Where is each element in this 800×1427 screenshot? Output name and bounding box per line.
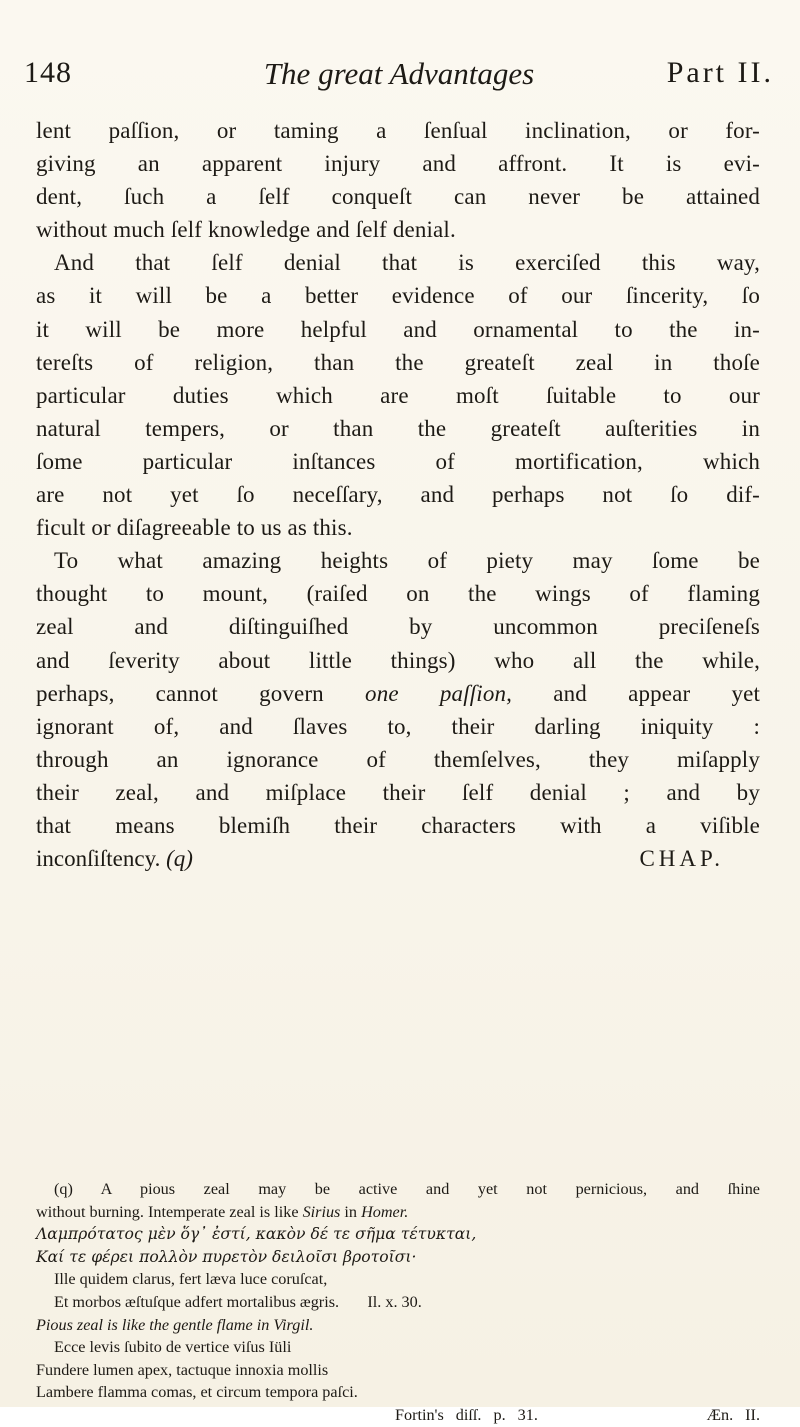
footnote-greek-line: Καί τε φέρει πολλὸν πυρετὸν δειλοῖσι βροτοῖσι·: [36, 1247, 417, 1266]
text-fragment: [36, 842, 193, 875]
text-line: ficult or diſagreeable to us as this.: [36, 515, 353, 541]
text-fragment: and appear yet: [553, 680, 761, 706]
text-line: that means blemiſh their characters with a viſible: [36, 812, 760, 838]
text-line: [36, 677, 760, 710]
footnote-latin-line: Ecce levis ſubito de vertice viſus Iüli: [54, 1338, 292, 1357]
citation: Æn. II.: [706, 1405, 760, 1424]
catchword: CHAP.: [639, 846, 724, 872]
text-fragment: in: [344, 1202, 358, 1221]
text-line: particular duties which are moſt ſuitable to our: [36, 382, 760, 408]
text-line: zeal and diſtinguiſhed by uncommon preciſeneſs: [36, 614, 760, 640]
running-title: The great Advantages: [263, 56, 535, 91]
footnote-line: [36, 1314, 760, 1337]
text-line: lent paſſion, or taming a ſenſual inclination, or for-: [36, 118, 760, 143]
italic-phrase: Homer.: [361, 1202, 409, 1221]
footnote-ref: (q): [166, 846, 193, 872]
text-line: without much ſelf knowledge and ſelf denial.: [36, 217, 456, 243]
footnote-citation-line: [36, 1404, 760, 1427]
footnote-latin-line: Lambere flamma comas, et circum tempora paſci.: [36, 1383, 358, 1402]
citation: Il. x. 30.: [367, 1292, 422, 1311]
text-line: dent, ſuch a ſelf conqueſt can never be attained: [36, 184, 760, 210]
section-mark: Part II.: [666, 56, 774, 89]
text-line: and ſeverity about little things) who all the while,: [36, 647, 760, 673]
citation: Fortin's diſſ. p. 31.: [394, 1405, 538, 1424]
footnote-line: (q) A pious zeal may be active and yet not pernicious, and ſhine: [54, 1180, 760, 1198]
italic-phrase: Pious zeal is like the gentle flame in: [36, 1315, 270, 1334]
text-line: natural tempers, or than the greateſt auſterities in: [36, 415, 760, 441]
text-fragment: inconſiſtency.: [36, 846, 161, 872]
page-number: 148: [24, 56, 72, 89]
italic-phrase: Sirius: [302, 1202, 341, 1221]
text-fragment: perhaps, cannot govern: [36, 680, 324, 706]
text-line: tereſts of religion, than the greateſt zeal in thoſe: [36, 349, 760, 375]
text-line: To what amazing heights of piety may ſome be: [54, 548, 760, 574]
text-line: as it will be a better evidence of our ſincerity, ſo: [36, 283, 760, 309]
page-header: [24, 56, 774, 106]
italic-phrase: Virgil.: [273, 1315, 314, 1334]
footnote-line: [36, 1201, 760, 1224]
text-line: through an ignorance of themſelves, they miſapply: [36, 746, 760, 772]
footnote-greek-line: Λαμπρότατος μὲν ὅγ᾽ ἐστί, κακὸν δέ τε σῆμα τέτυκται,: [36, 1225, 477, 1244]
text-line: thought to mount, (raiſed on the wings of flaming: [36, 581, 760, 607]
italic-phrase: one paſſion,: [365, 680, 513, 706]
text-fragment: Et morbos æſtuſque adfert mortalibus ægris.: [54, 1292, 340, 1311]
main-text: [36, 114, 760, 875]
footnote-latin-line: Fundere lumen apex, tactuque innoxia mollis: [36, 1360, 329, 1379]
text-line: giving an apparent injury and affront. It is evi-: [36, 151, 760, 177]
text-line: ignorant of, and ſlaves to, their darling iniquity :: [36, 713, 760, 739]
footnotes: [36, 1178, 760, 1427]
text-line: And that ſelf denial that is exerciſed this way,: [54, 250, 760, 276]
text-line: their zeal, and miſplace their ſelf denial ; and by: [36, 779, 760, 805]
footnote-latin-line: Ille quidem clarus, fert læva luce coruſcat,: [54, 1270, 328, 1289]
text-line: it will be more helpful and ornamental to the in-: [36, 316, 760, 342]
text-line: are not yet ſo neceſſary, and perhaps not ſo dif-: [36, 482, 760, 508]
text-fragment: without burning. Intemperate zeal is like: [36, 1202, 299, 1221]
text-line-final: [36, 842, 760, 875]
text-line: ſome particular inſtances of mortification, which: [36, 448, 760, 474]
footnote-latin-line: [36, 1291, 760, 1314]
